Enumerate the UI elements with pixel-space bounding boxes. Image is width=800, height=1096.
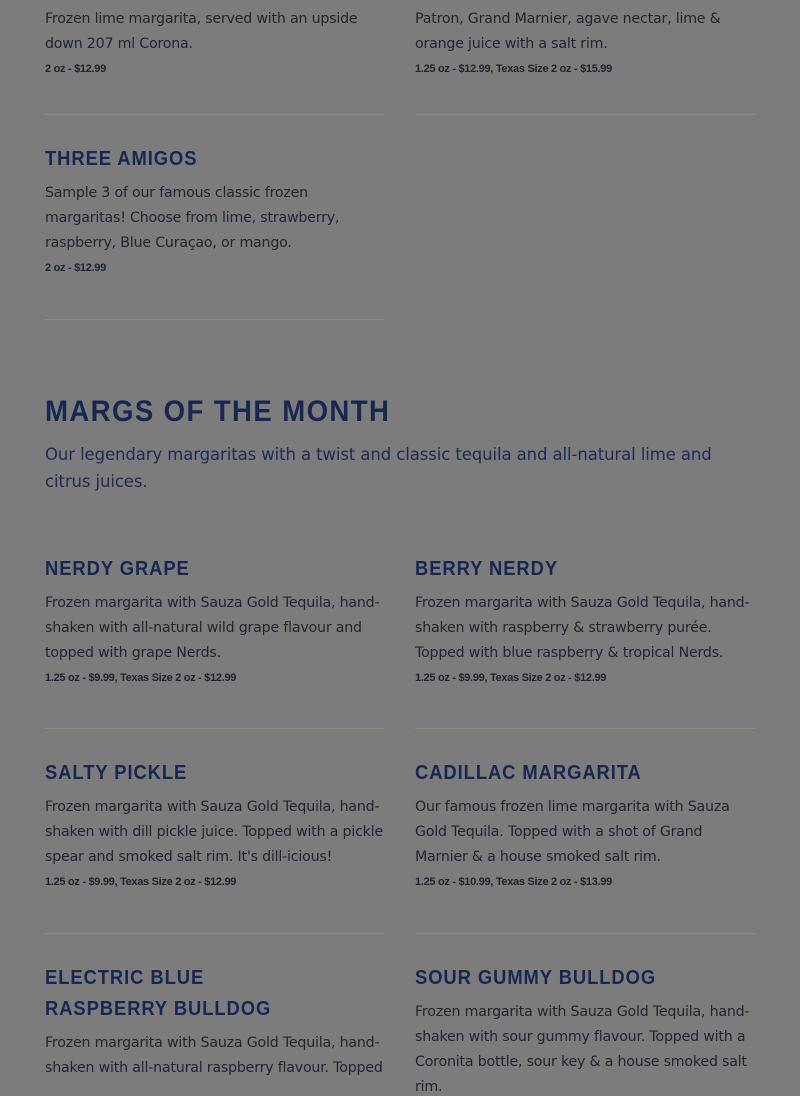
menu-item-nerdy-grape bbox=[45, 554, 385, 685]
item-title: SOUR GUMMY BULLDOG bbox=[415, 967, 657, 989]
item-price: 1.25 oz - $9.99, Texas Size 2 oz - $12.99 bbox=[415, 672, 607, 684]
divider bbox=[415, 728, 755, 729]
menu-item-electric-blue-raspberry-bulldog bbox=[45, 963, 383, 1081]
item-description: Frozen margarita with Sauza Gold Tequila, hand-shaken with raspberry & strawberry purée. Topped with blue raspberry & tropical Nerds. bbox=[415, 595, 750, 661]
divider bbox=[415, 933, 755, 934]
menu-item-cadillac-margarita bbox=[415, 758, 755, 889]
menu-item bbox=[45, 7, 385, 76]
item-title: ELECTRIC BLUE RASPBERRY BULLDOG bbox=[45, 967, 272, 1020]
item-description: Sample 3 of our famous classic frozen margaritas! Choose from lime, strawberry, raspberry, Blue Curaçao, or mango. bbox=[45, 185, 340, 251]
item-title: SALTY PICKLE bbox=[45, 762, 188, 784]
menu-item-sour-gummy-bulldog bbox=[415, 963, 755, 1096]
item-price: 1.25 oz - $9.99, Texas Size 2 oz - $12.99 bbox=[45, 672, 237, 684]
item-title: NERDY GRAPE bbox=[45, 558, 190, 580]
item-description: Patron, Grand Marnier, agave nectar, lime & orange juice with a salt rim. bbox=[415, 11, 721, 52]
item-price: 1.25 oz - $12.99, Texas Size 2 oz - $15.99 bbox=[415, 63, 612, 75]
divider bbox=[415, 114, 755, 115]
item-title: THREE AMIGOS bbox=[45, 148, 198, 170]
menu-item-berry-nerdy bbox=[415, 554, 755, 685]
menu-item-salty-pickle bbox=[45, 758, 385, 889]
section-subtitle: Our legendary margaritas with a twist and classic tequila and all-natural lime and citrus juices. bbox=[45, 445, 712, 491]
menu-item bbox=[415, 7, 755, 76]
item-price: 1.25 oz - $10.99, Texas Size 2 oz - $13.99 bbox=[415, 876, 612, 888]
item-description: Frozen lime margarita, served with an upside down 207 ml Corona. bbox=[45, 11, 358, 52]
section-title: MARGS OF THE MONTH bbox=[45, 395, 391, 428]
item-price: 1.25 oz - $9.99, Texas Size 2 oz - $12.99 bbox=[45, 876, 237, 888]
divider bbox=[45, 114, 384, 115]
item-description: Frozen margarita with Sauza Gold Tequila, hand-shaken with all-natural raspberry flavour. Topped bbox=[45, 1035, 383, 1076]
menu-item-three-amigos bbox=[45, 144, 385, 275]
item-description: Frozen margarita with Sauza Gold Tequila, hand-shaken with dill pickle juice. Topped with a pickle spear and smoked salt rim. It's dill-icious! bbox=[45, 799, 383, 865]
item-description: Frozen margarita with Sauza Gold Tequila, hand-shaken with sour gummy flavour. Topped with a Coronita bottle, sour key & a house smoked salt rim. bbox=[415, 1004, 750, 1095]
divider bbox=[45, 933, 384, 934]
item-price: 2 oz - $12.99 bbox=[45, 63, 106, 75]
item-price: 2 oz - $12.99 bbox=[45, 262, 106, 274]
item-description: Our famous frozen lime margarita with Sauza Gold Tequila. Topped with a shot of Grand Marnier & a house smoked salt rim. bbox=[415, 799, 730, 865]
divider bbox=[45, 728, 384, 729]
item-description: Frozen margarita with Sauza Gold Tequila, hand-shaken with all-natural wild grape flavour and topped with grape Nerds. bbox=[45, 595, 380, 661]
divider bbox=[45, 319, 384, 320]
item-title: BERRY NERDY bbox=[415, 558, 559, 580]
item-title: CADILLAC MARGARITA bbox=[415, 762, 642, 784]
